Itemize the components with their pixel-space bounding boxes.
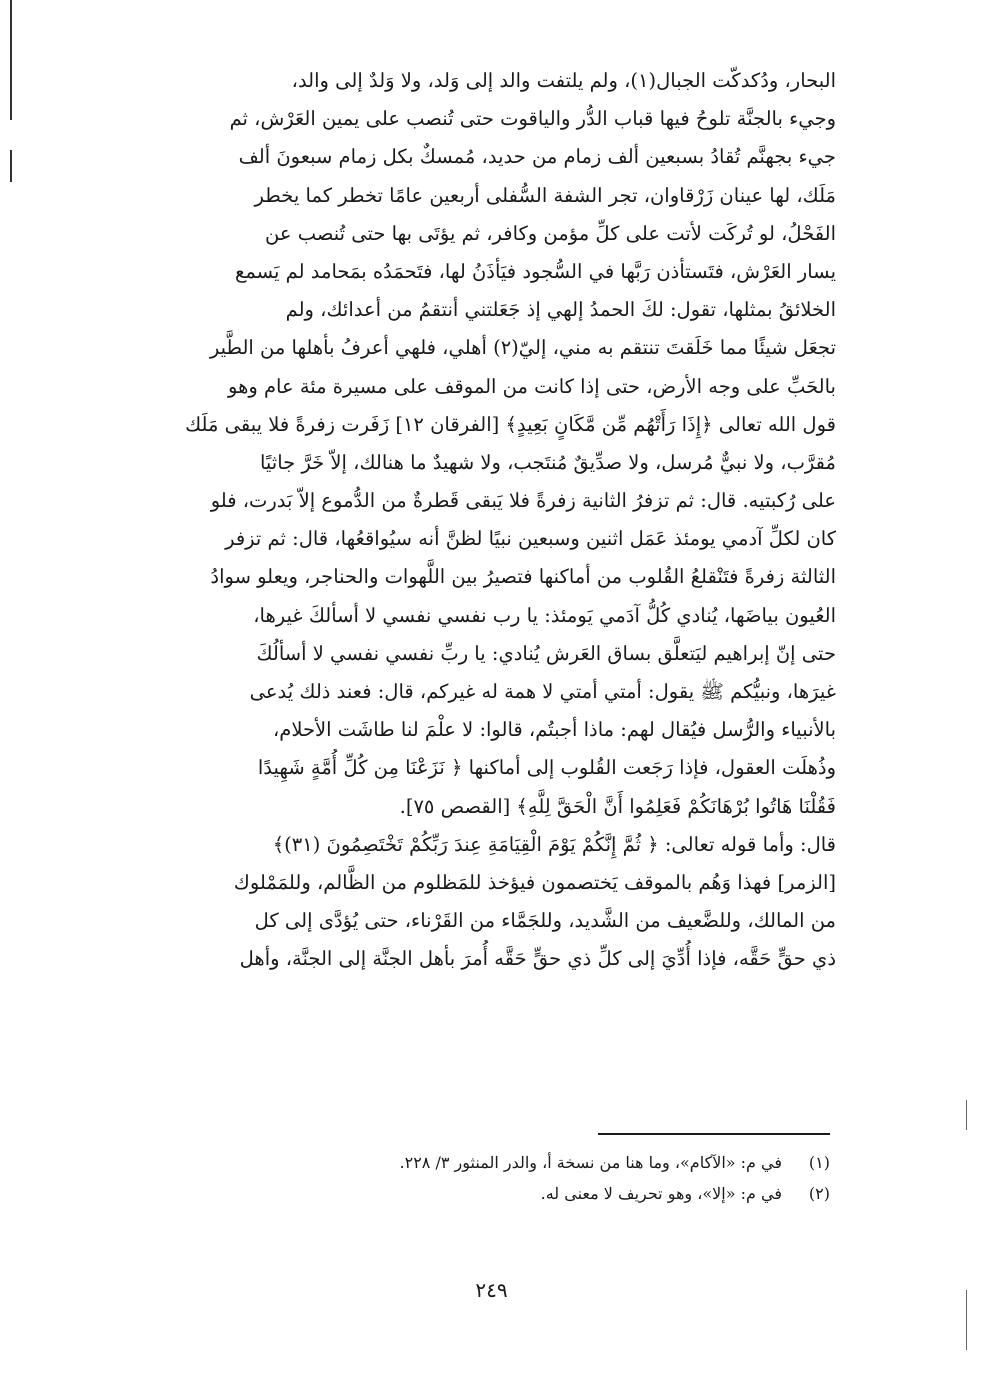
body-line: كان لكلِّ آدمي يومئذ عَمَل اثنين وسبعين نبيًا لظنَّ أنه سيُواقعُها، قال: ثم تزفر [225, 527, 836, 551]
body-line: حتى إنّ إبراهيم ليَتعلَّق بساق العَرش يُنادي: يا ربِّ نفسي نفسي لا أسألُكَ [256, 641, 836, 665]
body-line: تجعَل شيئًا مما خَلَقتَ تنتقم به مني، إليّ(٢) أهلي، فلهي أعرفُ بأهلها من الطَّير [209, 336, 836, 360]
page-number: ٢٤٩ [475, 1278, 508, 1302]
body-line: [الزمر] فهذا وَهُم بالموقف يَختصمون فيؤخذ للمَظلوم من الظَّالم، وللمَمْلوك [233, 870, 836, 894]
body-line: مُقرَّب، ولا نبيٌّ مُرسل، ولا صدِّيقٌ مُنتَجب، ولا شهيدٌ ما هنالك، إلاّ خَرَّ جاثيًا [259, 450, 836, 474]
body-line: مَلَك، لها عينان زَرْقاوان، تجر الشفة السُّفلى أربعين عامًا تخطر كما يخطر [254, 183, 836, 207]
body-line: بالأنبياء والرُّسل فيُقال لهم: ماذا أجبتُم، قالوا: لا علْمَ لنا طاشَت الأحلام، [272, 718, 836, 742]
body-line: الثالثة زفرةً فتَنْقلعُ القُلوب من أماكنها فتصيرُ بين اللَّهوات والحناجر، ويعلو سوادُ [210, 565, 836, 589]
footnote-item [300, 1178, 830, 1209]
body-line: البحار، ودُكدكّت الجبال(١)، ولم يلتفت والد إلى وَلد، ولا وَلدٌ إلى والد، [291, 69, 836, 92]
main-body-text [150, 62, 836, 979]
footnote-text: في م: «إلا»، وهو تحريف لا معنى له. [540, 1184, 782, 1203]
body-line: على رُكبتيه. قال: ثم تزفرُ الثانية زفرةً فلا يَبقى قَطرةٌ من الدُّموع إلاّ بَدرت، فلو [210, 489, 836, 513]
footnote-text: في م: «الآكام»، وما هنا من نسخة أ، والدر المنثور ٣/ ٢٢٨. [399, 1153, 782, 1172]
footnote-number: (٢) [808, 1184, 830, 1203]
body-line: غيرَها، ونبيُّكم ﷺ يقول: أمتي أمتي لا همة له غيركم، قال: فعند ذلك يُدعى [249, 680, 836, 703]
body-line: قول الله تعالى ﴿إِذَا رَأَتْهُم مِّن مَّكَانٍ بَعِيدٍ﴾ [الفرقان ١٢] زَفَرت زفرةً فلا يبقى مَلَك [185, 412, 836, 436]
body-line: بالحَبِّ على وجه الأرض، حتى إذا كانت من الموقف على مسيرة مئة عام وهو [228, 374, 836, 398]
body-line: قال: وأما قوله تعالى: ﴿ ثُمَّ إِنَّكُمْ يَوْمَ الْقِيَامَةِ عِندَ رَبِّكُمْ تَخْتَصِمُونَ (٣١)﴾ [272, 832, 836, 856]
footnotes [300, 1147, 830, 1209]
body-line: فَقُلْنَا هَاتُوا بُرْهَانَكُمْ فَعَلِمُوا أَنَّ الْحَقَّ لِلَّهِ﴾ [القصص ٧٥]. [399, 794, 836, 818]
body-line: من المالك، وللضَّعيف من الشَّديد، وللجَمَّاء من القَرْناء، حتى يُؤدَّى إلى كل [254, 909, 836, 933]
body-line: وجيء بالجنَّة تلوحُ فيها قباب الدُّر والياقوت حتى تُنصب على يمين العَرْش، ثم [229, 107, 836, 131]
footnote-number: (١) [808, 1153, 830, 1172]
scan-edge-mark-middle [10, 150, 12, 182]
body-line: الفَحْلُ، لو تُركَت لأتت على كلِّ مؤمن وكافر، ثم يؤتَى بها حتى تُنصب عن [265, 221, 836, 245]
body-line: الخلائقُ بمثلها، تقول: لكَ الحمدُ إلهي إذ جَعَلتني أنتقمُ من أعدائك، ولم [285, 298, 836, 322]
footnote-divider [598, 1133, 830, 1135]
body-line: يسار العَرْش، فتَستأذن رَبَّها في السُّجود فيَأذَنُ لها، فتَحمَدُه بمَحامد لم يَسمع [234, 259, 836, 283]
body-line: ذي حقٍّ حَقَّه، فإذا أُدِّيَ إلى كلِّ ذي حقٍّ حَقَّه أُمرَ بأهل الجنَّة إلى الجنَّة، وأهل [239, 947, 836, 971]
body-line: جيء بجهنَّم تُقادُ بسبعين ألف زمام من حديد، مُمسكٌ بكل زمام سبعونَ ألف [238, 145, 836, 169]
scan-edge-mark-top [10, 0, 12, 120]
scan-edge-mark-right [966, 1100, 967, 1130]
body-line: وذُهلَت العقول، فإذا رَجَعت القُلوب إلى أماكنها ﴿ نَزَعْنَا مِن كُلِّ أُمَّةٍ شَهِيدًا [257, 756, 836, 780]
footnote-item [300, 1147, 830, 1178]
body-line: العُيون بياضَها، يُنادي كُلُّ آدَمي يَومئذ: يا رب نفسي نفسي لا أسألكَ غيرها، [253, 603, 836, 627]
